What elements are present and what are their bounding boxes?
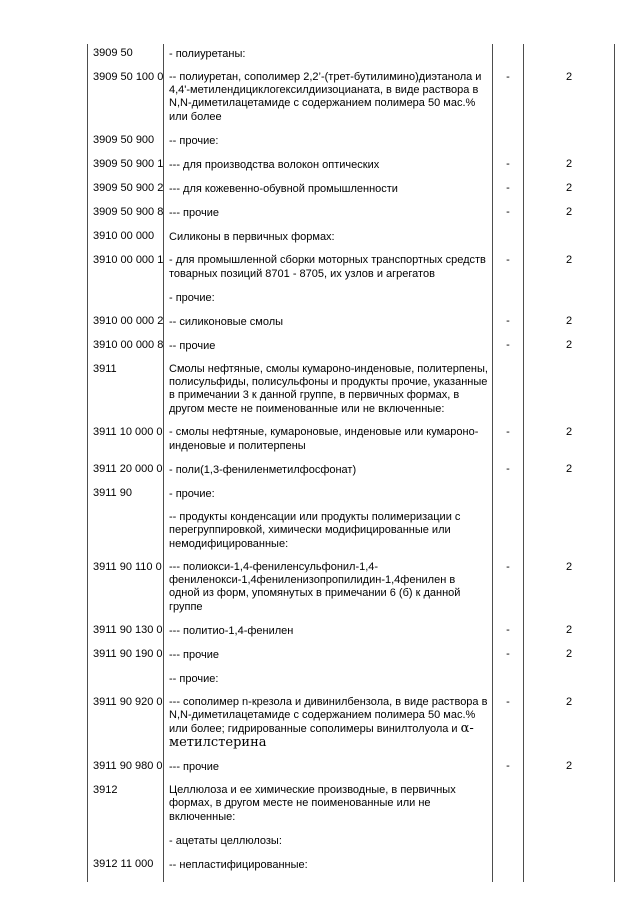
row-description-text: --- для кожевенно-обувной промышленности xyxy=(169,183,398,195)
row-duty-dash: - xyxy=(493,648,524,672)
row-description xyxy=(164,487,493,511)
row-code: 3909 50 900 1 xyxy=(88,158,164,182)
row-description-text: --- прочие xyxy=(169,649,219,661)
row-description xyxy=(164,44,493,71)
table-row xyxy=(88,291,615,315)
row-description xyxy=(164,158,493,182)
table-row xyxy=(88,230,615,254)
table-row xyxy=(88,158,615,182)
row-rate-value xyxy=(524,134,615,158)
row-code: 3911 90 980 0 xyxy=(88,760,164,784)
row-description xyxy=(164,624,493,648)
table-row xyxy=(88,784,615,834)
row-rate-value xyxy=(524,363,615,426)
row-description xyxy=(164,672,493,696)
row-description-text: Целлюлоза и ее химические производные, в первичных формах, в другом месте не поименованные или не включенные: xyxy=(169,784,456,823)
row-code: 3911 90 190 0 xyxy=(88,648,164,672)
row-description-text: - смолы нефтяные, кумароновые, инденовые или кумароно-инденовые и политерпены xyxy=(169,426,479,452)
row-description-text: -- полиуретан, сополимер 2,2’-(трет-бутилимино)диэтанола и 4,4'-метилендициклогексилдиизоцианата, в виде раствора в N,N-диметилацетамиде с содержанием полимера 50 мас.% или более xyxy=(169,71,482,123)
row-description-text: --- сополимер n-крезола и дивинилбензола, в виде раствора в N,N-диметилацетамиде с содержанием полимера 50 мас.% или более; гидрированные сополимеры винилтолуола и xyxy=(169,696,488,735)
row-description-text: -- прочие: xyxy=(169,673,219,685)
row-duty-dash: - xyxy=(493,624,524,648)
row-code: 3910 00 000 8 xyxy=(88,339,164,363)
row-duty-dash: - xyxy=(493,315,524,339)
row-code: 3909 50 100 0 xyxy=(88,71,164,134)
row-duty-dash: - xyxy=(493,696,524,760)
row-code xyxy=(88,834,164,858)
row-description-text: -- силиконовые смолы xyxy=(169,316,284,328)
row-code: 3911 xyxy=(88,363,164,426)
row-duty-dash xyxy=(493,511,524,561)
table-row xyxy=(88,487,615,511)
row-rate-value xyxy=(524,487,615,511)
table-row xyxy=(88,624,615,648)
row-rate-value xyxy=(524,511,615,561)
row-code: 3911 90 xyxy=(88,487,164,511)
row-description-text: - полиуретаны: xyxy=(169,48,246,60)
row-code: 3911 90 110 0 xyxy=(88,561,164,624)
table-row xyxy=(88,426,615,463)
row-rate-value: 2 xyxy=(524,696,615,760)
table-row xyxy=(88,182,615,206)
table-row xyxy=(88,315,615,339)
table-row xyxy=(88,648,615,672)
row-code: 3911 90 920 0 xyxy=(88,696,164,760)
row-description-text: --- полиокси-1,4-фениленсульфонил-1,4-фениленокси-1,4фениленизопропилидин-1,4фенилен в одной из форм, упомянутых в примечании 6 (б) к данной группе xyxy=(169,561,461,613)
row-description-text: --- политио-1,4-фенилен xyxy=(169,625,294,637)
row-duty-dash: - xyxy=(493,71,524,134)
row-rate-value: 2 xyxy=(524,315,615,339)
row-description xyxy=(164,426,493,463)
row-description xyxy=(164,254,493,291)
row-code: 3911 90 130 0 xyxy=(88,624,164,648)
row-code: 3912 xyxy=(88,784,164,834)
row-description xyxy=(164,182,493,206)
row-description xyxy=(164,230,493,254)
row-description-text: - для промышленной сборки моторных транспортных средств товарных позиций 8701 - 8705, их узлов и агрегатов xyxy=(169,254,486,280)
table-row xyxy=(88,71,615,134)
row-description-serif-text: α-метилстерина xyxy=(169,721,474,750)
row-duty-dash xyxy=(493,134,524,158)
row-description-text: - ацетаты целлюлозы: xyxy=(169,835,282,847)
row-description xyxy=(164,834,493,858)
row-code: 3910 00 000 2 xyxy=(88,315,164,339)
row-description xyxy=(164,315,493,339)
table-row xyxy=(88,696,615,760)
row-code xyxy=(88,672,164,696)
table-row xyxy=(88,834,615,858)
row-description-text: Смолы нефтяные, смолы кумароно-инденовые, политерпены, полисульфиды, полисульфоны и продукты прочие, указанные в примечании 3 к данной группе, в первичных формах, в другом месте не поименованные или не включенные: xyxy=(169,363,488,415)
row-description-text: - прочие: xyxy=(169,292,215,304)
row-description-text: -- продукты конденсации или продукты полимеризации с перегруппировкой, химически модифицированные или немодифицированные: xyxy=(169,511,461,550)
row-code xyxy=(88,511,164,561)
row-code: 3909 50 900 xyxy=(88,134,164,158)
row-duty-dash xyxy=(493,44,524,71)
table-row xyxy=(88,363,615,426)
table-row xyxy=(88,760,615,784)
row-duty-dash xyxy=(493,363,524,426)
row-description xyxy=(164,363,493,426)
row-code: 3911 10 000 0 xyxy=(88,426,164,463)
row-duty-dash xyxy=(493,858,524,882)
row-description-text: --- прочие xyxy=(169,207,219,219)
row-code: 3912 11 000 xyxy=(88,858,164,882)
row-duty-dash: - xyxy=(493,426,524,463)
row-rate-value: 2 xyxy=(524,624,615,648)
row-description xyxy=(164,561,493,624)
row-description xyxy=(164,134,493,158)
row-rate-value xyxy=(524,834,615,858)
row-rate-value xyxy=(524,291,615,315)
row-duty-dash xyxy=(493,291,524,315)
row-rate-value: 2 xyxy=(524,206,615,230)
row-rate-value xyxy=(524,784,615,834)
row-rate-value: 2 xyxy=(524,426,615,463)
row-rate-value: 2 xyxy=(524,463,615,487)
row-description-text: -- прочие xyxy=(169,340,216,352)
table-row xyxy=(88,463,615,487)
row-duty-dash: - xyxy=(493,561,524,624)
row-description xyxy=(164,291,493,315)
row-code: 3909 50 900 2 xyxy=(88,182,164,206)
row-rate-value: 2 xyxy=(524,158,615,182)
table-row xyxy=(88,206,615,230)
row-description xyxy=(164,71,493,134)
row-description-text: Силиконы в первичных формах: xyxy=(169,231,335,243)
row-description xyxy=(164,206,493,230)
row-duty-dash: - xyxy=(493,760,524,784)
row-code: 3910 00 000 xyxy=(88,230,164,254)
row-description xyxy=(164,760,493,784)
row-description xyxy=(164,858,493,882)
row-rate-value: 2 xyxy=(524,561,615,624)
row-duty-dash: - xyxy=(493,463,524,487)
row-duty-dash xyxy=(493,672,524,696)
row-rate-value: 2 xyxy=(524,760,615,784)
row-duty-dash xyxy=(493,230,524,254)
table-row xyxy=(88,672,615,696)
row-description-text: - прочие: xyxy=(169,488,215,500)
row-rate-value xyxy=(524,672,615,696)
row-rate-value xyxy=(524,858,615,882)
row-description xyxy=(164,648,493,672)
row-duty-dash xyxy=(493,487,524,511)
row-duty-dash xyxy=(493,834,524,858)
row-rate-value: 2 xyxy=(524,339,615,363)
table-row xyxy=(88,858,615,882)
table-row xyxy=(88,339,615,363)
row-description-text: --- для производства волокон оптических xyxy=(169,159,380,171)
row-description xyxy=(164,339,493,363)
row-code xyxy=(88,291,164,315)
table-row xyxy=(88,561,615,624)
tariff-table xyxy=(87,44,615,882)
row-description xyxy=(164,696,493,760)
row-rate-value: 2 xyxy=(524,71,615,134)
row-rate-value: 2 xyxy=(524,648,615,672)
row-duty-dash: - xyxy=(493,206,524,230)
row-description xyxy=(164,784,493,834)
row-rate-value xyxy=(524,230,615,254)
row-duty-dash: - xyxy=(493,182,524,206)
row-duty-dash: - xyxy=(493,254,524,291)
row-description xyxy=(164,463,493,487)
table-row xyxy=(88,254,615,291)
row-rate-value: 2 xyxy=(524,182,615,206)
row-code: 3909 50 xyxy=(88,44,164,71)
row-duty-dash xyxy=(493,784,524,834)
row-description-text: -- непластифицированные: xyxy=(169,859,308,871)
table-row xyxy=(88,134,615,158)
row-description xyxy=(164,511,493,561)
row-code: 3911 20 000 0 xyxy=(88,463,164,487)
row-description-text: -- прочие: xyxy=(169,135,219,147)
table-row xyxy=(88,44,615,71)
row-duty-dash: - xyxy=(493,339,524,363)
row-description-text: - поли(1,3-фениленметилфосфонат) xyxy=(169,464,357,476)
row-rate-value xyxy=(524,44,615,71)
table-row xyxy=(88,511,615,561)
row-code: 3910 00 000 1 xyxy=(88,254,164,291)
row-code: 3909 50 900 8 xyxy=(88,206,164,230)
tariff-table-body xyxy=(88,44,615,882)
row-duty-dash: - xyxy=(493,158,524,182)
row-description-text: --- прочие xyxy=(169,761,219,773)
row-rate-value: 2 xyxy=(524,254,615,291)
